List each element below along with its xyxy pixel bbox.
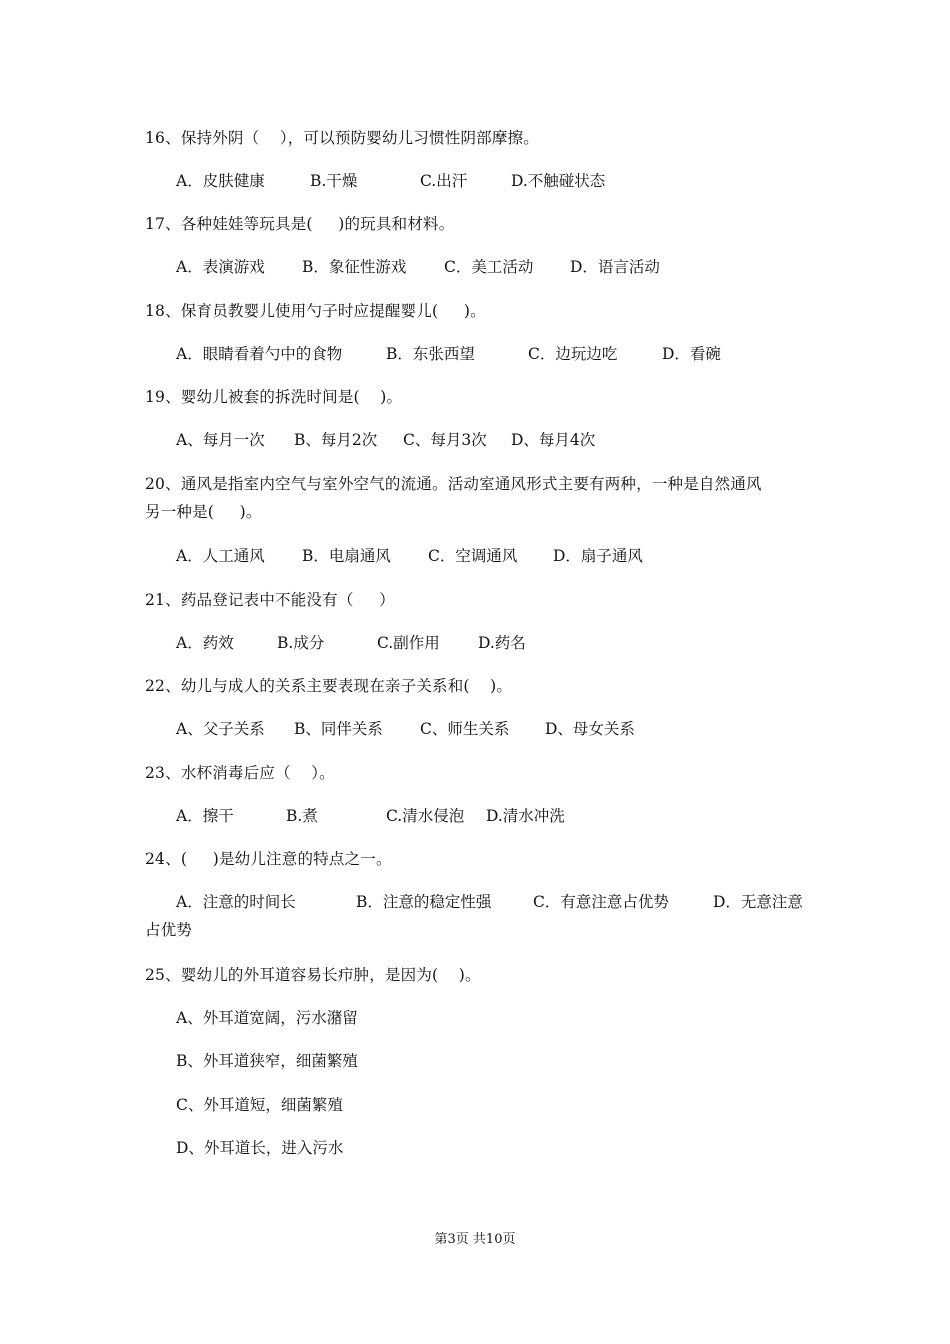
- question-18-option-c: C．边玩边吃: [528, 345, 618, 363]
- question-22-stem: 22、幼儿与成人的关系主要表现在亲子关系和( )。: [145, 677, 513, 695]
- question-24-option-d-continued: 占优势: [145, 921, 193, 939]
- question-25-option-c: C、外耳道短，细菌繁殖: [176, 1096, 343, 1114]
- question-22-option-a: A、父子关系: [176, 720, 265, 738]
- question-23-option-c: C.清水侵泡: [386, 807, 465, 825]
- question-17-stem: 17、各种娃娃等玩具是( )的玩具和材料。: [145, 215, 455, 233]
- question-22-option-c: C、师生关系: [420, 720, 510, 738]
- question-17-option-d: D．语言活动: [570, 258, 660, 276]
- question-19-option-c: C、每月3次: [403, 431, 487, 449]
- question-20-option-b: B．电扇通风: [302, 547, 391, 565]
- question-17-option-b: B．象征性游戏: [302, 258, 407, 276]
- question-18-stem: 18、保育员教婴儿使用勺子时应提醒婴儿( )。: [145, 302, 486, 320]
- question-24-option-a: A．注意的时间长: [176, 893, 296, 911]
- question-20-stem: 20、通风是指室内空气与室外空气的流通。活动室通风形式主要有两种，一种是自然通风: [145, 475, 762, 493]
- question-18-option-a: A．眼睛看着勺中的食物: [176, 345, 343, 363]
- question-23-option-d: D.清水冲洗: [486, 807, 565, 825]
- question-16-option-d: D.不触碰状态: [511, 172, 606, 190]
- question-21-option-a: A．药效: [176, 634, 234, 652]
- question-18-option-b: B．东张西望: [386, 345, 475, 363]
- question-24-option-d: D．无意注意: [713, 893, 803, 911]
- question-25-option-a: A、外耳道宽阔，污水潴留: [176, 1009, 358, 1027]
- question-21-option-c: C.副作用: [377, 634, 440, 652]
- question-24-option-c: C．有意注意占优势: [533, 893, 669, 911]
- question-19-option-d: D、每月4次: [511, 431, 596, 449]
- question-24-stem: 24、( )是幼儿注意的特点之一。: [145, 850, 392, 868]
- question-19-option-a: A、每月一次: [176, 431, 265, 449]
- question-19-stem: 19、婴幼儿被套的拆洗时间是( )。: [145, 388, 403, 406]
- question-20-option-c: C．空调通风: [428, 547, 518, 565]
- question-25-option-d: D、外耳道长，进入污水: [176, 1139, 344, 1157]
- question-16-stem: 16、保持外阴（ ），可以预防婴幼儿习惯性阴部摩擦。: [145, 129, 539, 147]
- question-20-option-a: A．人工通风: [176, 547, 265, 565]
- question-22-option-b: B、同伴关系: [294, 720, 383, 738]
- question-20-stem-continued: 另一种是( )。: [145, 503, 262, 521]
- question-17-option-c: C．美工活动: [444, 258, 534, 276]
- question-21-option-b: B.成分: [277, 634, 325, 652]
- question-18-option-d: D．看碗: [662, 345, 721, 363]
- question-16-option-a: A．皮肤健康: [176, 172, 265, 190]
- question-17-option-a: A．表演游戏: [176, 258, 265, 276]
- page-footer: 第3页 共10页: [434, 1232, 516, 1247]
- question-23-stem: 23、水杯消毒后应（ ）。: [145, 764, 335, 782]
- question-25-stem: 25、婴幼儿的外耳道容易长疖肿，是因为( )。: [145, 966, 481, 984]
- question-22-option-d: D、母女关系: [545, 720, 635, 738]
- question-19-option-b: B、每月2次: [294, 431, 378, 449]
- question-21-stem: 21、药品登记表中不能没有（ ）: [145, 591, 395, 609]
- question-16-option-c: C.出汗: [420, 172, 468, 190]
- question-16-option-b: B.干燥: [310, 172, 358, 190]
- question-21-option-d: D.药名: [478, 634, 526, 652]
- question-23-option-b: B.煮: [286, 807, 318, 825]
- question-25-option-b: B、外耳道狭窄，细菌繁殖: [176, 1052, 358, 1070]
- question-24-option-b: B．注意的稳定性强: [356, 893, 492, 911]
- question-23-option-a: A．擦干: [176, 807, 234, 825]
- question-20-option-d: D．扇子通风: [553, 547, 643, 565]
